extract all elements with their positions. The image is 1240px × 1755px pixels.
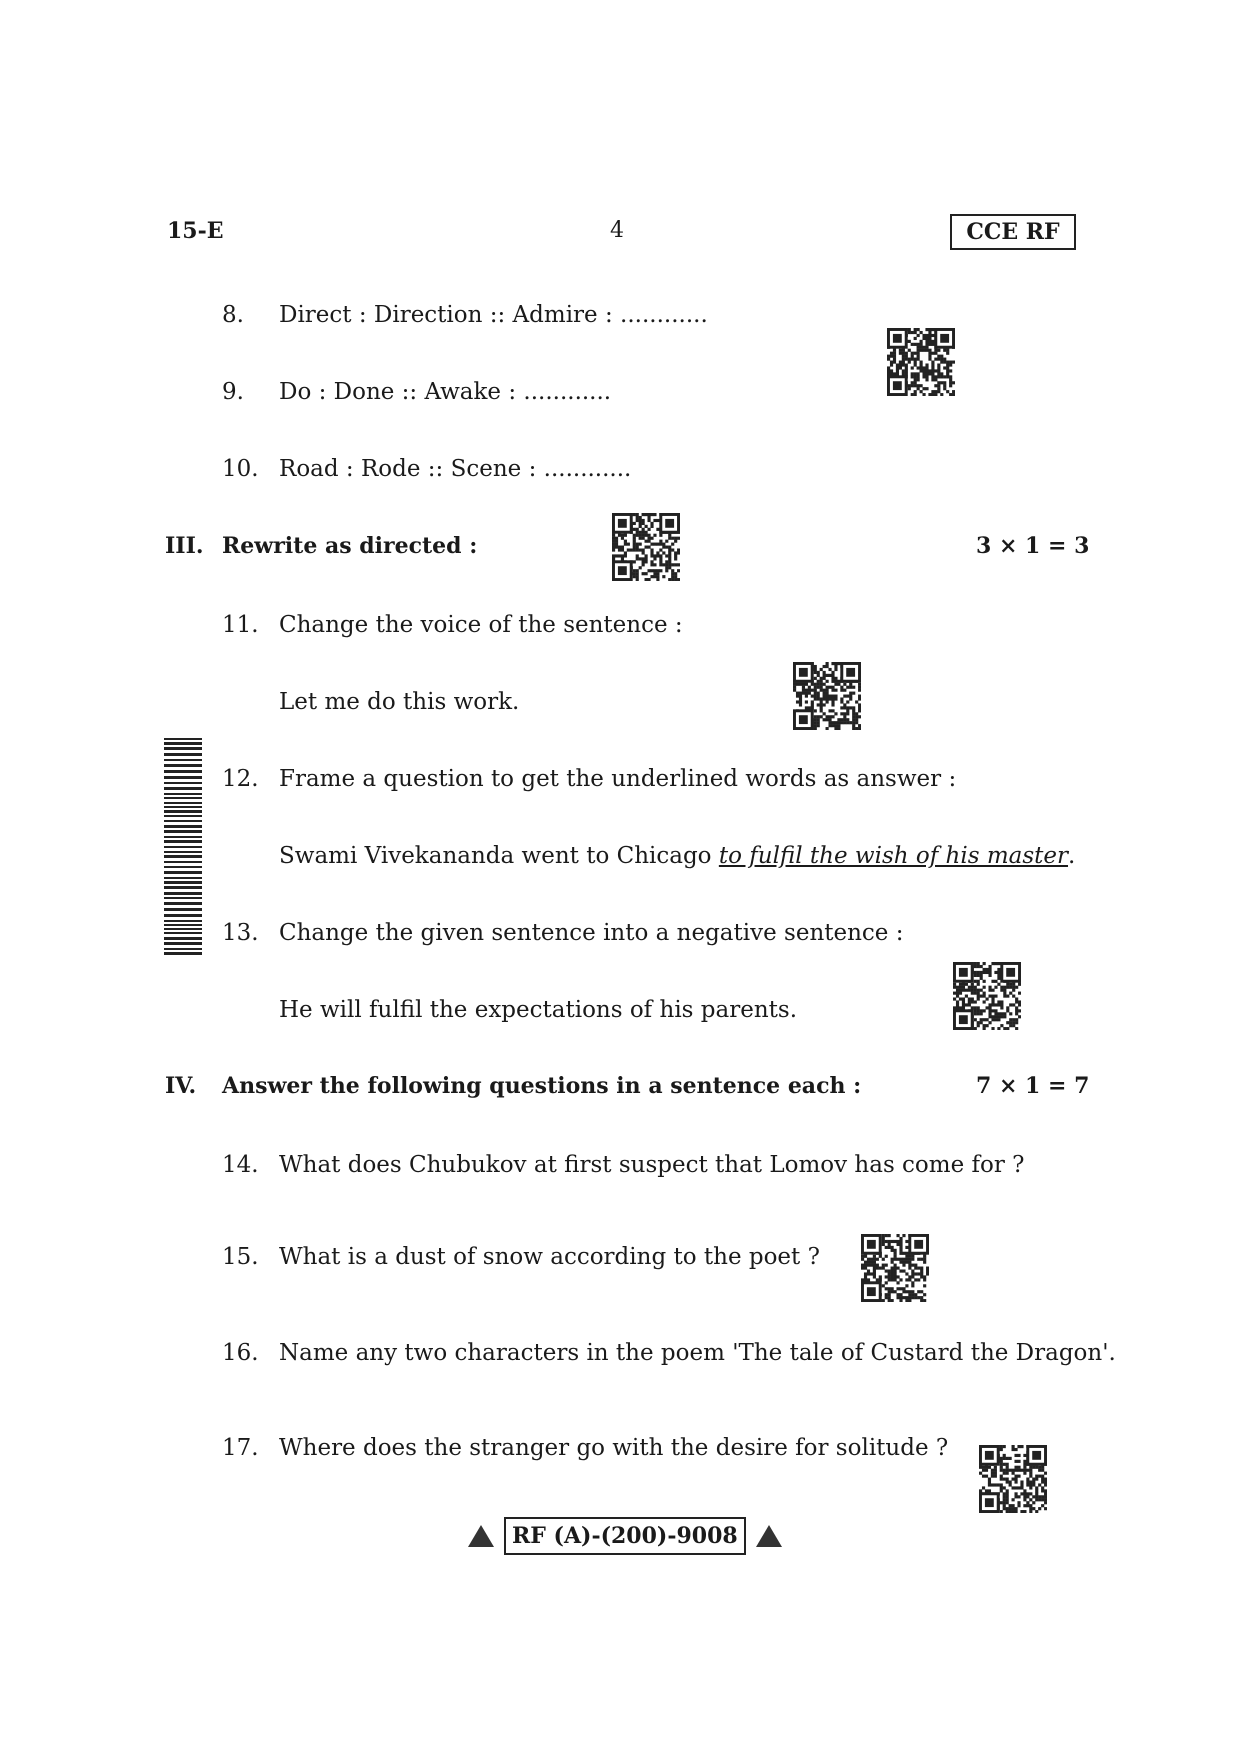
- question-text: What is a dust of snow according to the poet ?: [279, 1244, 820, 1270]
- question-text: Name any two characters in the poem 'The tale of Custard the Dragon'.: [279, 1340, 1116, 1366]
- qr-code-icon: [979, 1445, 1047, 1513]
- qr-code-icon: [793, 662, 861, 730]
- triangle-up-icon: [756, 1525, 782, 1547]
- qr-code-icon: [612, 513, 680, 581]
- cce-rf-label: CCE RF: [966, 219, 1060, 245]
- footer: [468, 1515, 782, 1557]
- section-marks: 7 × 1 = 7: [976, 1073, 1090, 1099]
- question-text: Road : Rode :: Scene : ............: [279, 456, 632, 482]
- question-text: Change the voice of the sentence :: [279, 612, 683, 638]
- example-period: .: [1068, 843, 1076, 869]
- question-number: 10.: [222, 456, 259, 482]
- question-number: 13.: [222, 920, 259, 946]
- section-number: IV.: [165, 1073, 197, 1099]
- section-number: III.: [165, 533, 204, 559]
- question-example: He will fulfil the expectations of his parents.: [279, 997, 798, 1023]
- section-marks: 3 × 1 = 3: [976, 533, 1090, 559]
- question-number: 12.: [222, 766, 259, 792]
- question-number: 16.: [222, 1340, 259, 1366]
- page-number: 4: [610, 218, 624, 243]
- question-example: [279, 841, 1075, 871]
- question-number: 11.: [222, 612, 259, 638]
- question-text: Where does the stranger go with the desire for solitude ?: [279, 1435, 949, 1461]
- question-number: 9.: [222, 379, 244, 405]
- qr-code-icon: [887, 328, 955, 396]
- footer-code: RF (A)-(200)-9008: [512, 1523, 738, 1549]
- qr-code-icon: [953, 962, 1021, 1030]
- section-title: Answer the following questions in a sentence each :: [222, 1073, 862, 1099]
- question-text: Do : Done :: Awake : ............: [279, 379, 612, 405]
- qr-code-icon: [861, 1234, 929, 1302]
- question-example: Let me do this work.: [279, 689, 520, 715]
- question-number: 17.: [222, 1435, 259, 1461]
- barcode-icon: [164, 738, 202, 958]
- question-text: Direct : Direction :: Admire : ............: [279, 302, 708, 328]
- example-text: Swami Vivekananda went to Chicago: [279, 843, 719, 869]
- question-number: 15.: [222, 1244, 259, 1270]
- question-number: 8.: [222, 302, 244, 328]
- underlined-answer: to fulfil the wish of his master: [718, 843, 1069, 869]
- paper-code: 15-E: [167, 218, 224, 244]
- footer-code-box: [504, 1517, 746, 1555]
- question-text: Change the given sentence into a negative sentence :: [279, 920, 904, 946]
- question-text: What does Chubukov at first suspect that Lomov has come for ?: [279, 1152, 1025, 1178]
- section-title: Rewrite as directed :: [222, 533, 478, 559]
- triangle-up-icon: [468, 1525, 494, 1547]
- question-text: Frame a question to get the underlined words as answer :: [279, 766, 957, 792]
- cce-rf-box: [950, 214, 1076, 250]
- question-number: 14.: [222, 1152, 259, 1178]
